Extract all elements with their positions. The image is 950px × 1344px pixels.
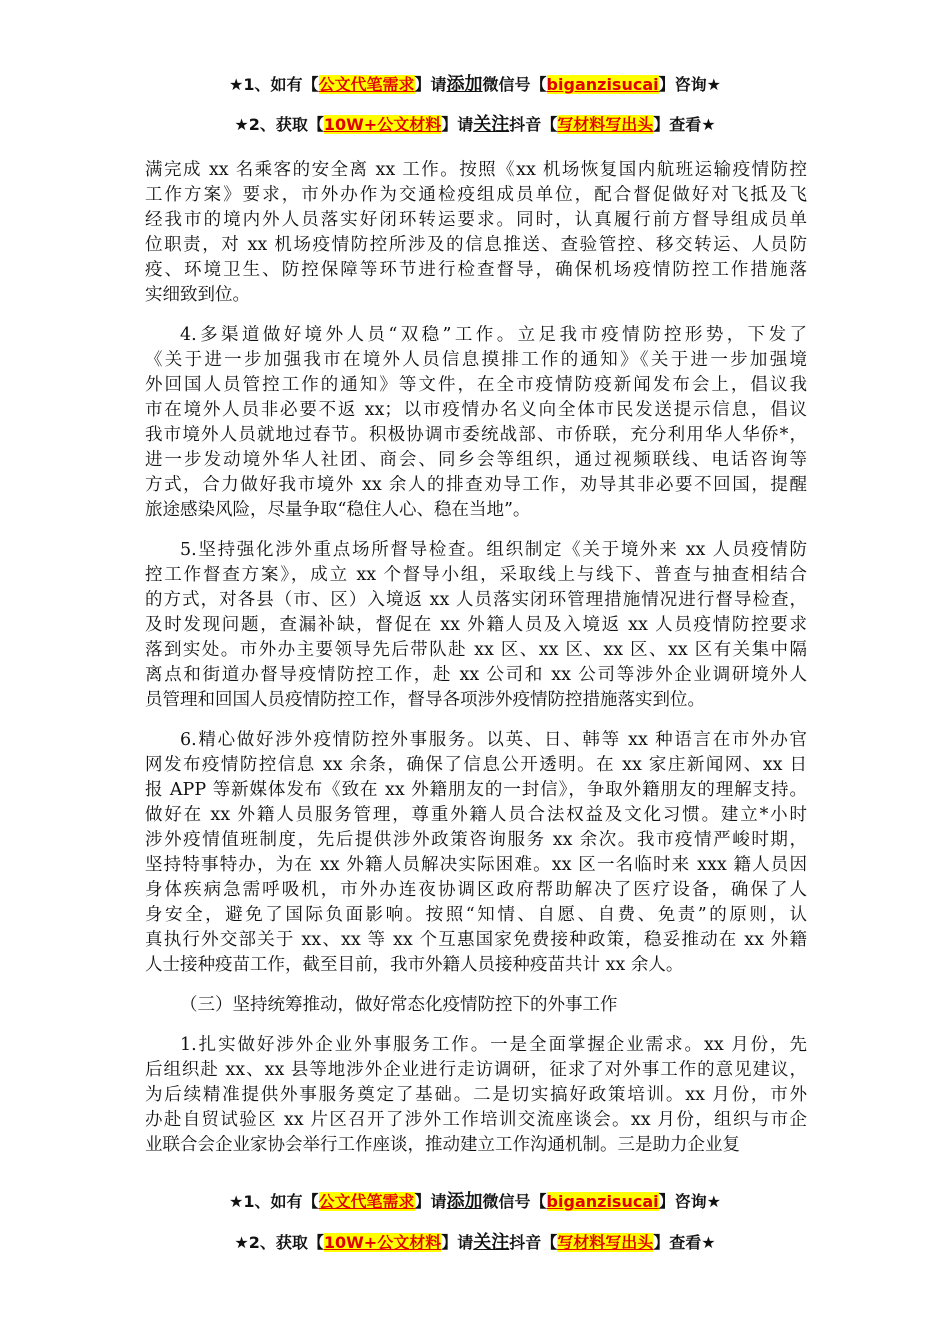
banner-segment: biganzisucai: [546, 75, 659, 94]
banner-segment: 添加: [446, 1191, 483, 1212]
text-line: 1.扎实做好涉外企业外事服务工作。一是全面掌握企业需求。xx 月份，先: [180, 1035, 807, 1055]
text-line: 涉外疫情值班制度，先后提供涉外政策咨询服务 xx 余次。我市疫情严峻时期，: [145, 830, 807, 850]
text-line: 身安全，避免了国际负面影响。按照“知情、自愿、自费、免责”的原则，认: [145, 905, 807, 925]
banner-segment: 添加: [446, 74, 483, 95]
text-line: 人士接种疫苗工作，截至目前，我市外籍人员接种疫苗共计 xx 余人。: [145, 955, 684, 975]
banner-segment: 抖音【: [509, 115, 558, 134]
paragraph: [145, 538, 807, 713]
banner-segment: 】查看★: [653, 1233, 716, 1252]
text-line: 后组织赴 xx、xx 县等地涉外企业进行走访调研，征求了对外事工作的意见建议，: [145, 1060, 807, 1080]
banner-segment: ★1、如有【: [229, 75, 319, 94]
text-line: 市在境外人员非必要不返 xx；以市疫情办名义向全体市民发送提示信息，倡议: [145, 400, 807, 420]
text-line: 报 APP 等新媒体发布《致在 xx 外籍朋友的一封信》，争取外籍朋友的理解支持。: [145, 780, 807, 800]
banner-segment: 微信号【: [482, 1192, 547, 1211]
banner-segment: 公文代笔需求: [318, 75, 415, 94]
text-line: 外回国人员管控工作的通知》等文件，在全市疫情防疫新闻发布会上，倡议我: [145, 375, 807, 395]
promo-banner-bottom-1: [0, 1187, 950, 1213]
banner-segment: ★1、如有【: [229, 1192, 319, 1211]
banner-segment: 10W+公文材料: [323, 115, 442, 134]
text-line: 工作方案》要求，市外办作为交通检疫组成员单位，配合督促做好对飞抵及飞: [145, 185, 807, 205]
text-line: 我市境外人员就地过春节。积极协调市委统战部、市侨联，充分利用华人华侨*，: [145, 425, 807, 445]
banner-segment: 】请: [414, 75, 447, 94]
text-line: 员管理和回国人员疫情防控工作，督导各项涉外疫情防控措施落实到位。: [145, 690, 705, 710]
text-line: 6.精心做好涉外疫情防控外事服务。以英、日、韩等 xx 种语言在市外办官: [180, 730, 807, 750]
banner-segment: 】请: [441, 115, 474, 134]
banner-segment: 】请: [414, 1192, 447, 1211]
text-line: 4.多渠道做好境外人员“双稳”工作。立足我市疫情防控形势，下发了: [180, 325, 807, 345]
banner-segment: 微信号【: [482, 75, 547, 94]
text-line: 方式，合力做好我市境外 xx 余人的排查劝导工作，劝导其非必要不回国，提醒: [145, 475, 807, 495]
document-body: [145, 158, 807, 1173]
promo-banner-bottom-2: [0, 1228, 950, 1254]
banner-segment: 10W+公文材料: [323, 1233, 442, 1252]
text-line: 实细致到位。: [145, 285, 250, 305]
text-line: 满完成 xx 名乘客的安全离 xx 工作。按照《xx 机场恢复国内航班运输疫情防控: [145, 160, 807, 180]
text-line: 做好在 xx 外籍人员服务管理，尊重外籍人员合法权益及文化习惯。建立*小时: [145, 805, 807, 825]
banner-segment: 关注: [473, 1232, 510, 1253]
banner-segment: 关注: [473, 114, 510, 135]
paragraph: [145, 158, 807, 308]
text-line: 办赴自贸试验区 xx 片区召开了涉外工作培训交流座谈会。xx 月份，组织与市企: [145, 1110, 807, 1130]
text-line: 身体疾病急需呼吸机，市外办连夜协调区政府帮助解决了医疗设备，确保了人: [145, 880, 807, 900]
text-line: 业联合会企业家协会举行工作座谈，推动建立工作沟通机制。三是助力企业复: [145, 1135, 740, 1155]
text-line: 离点和街道办督导疫情防控工作，赴 xx 公司和 xx 公司等涉外企业调研境外人: [145, 665, 807, 685]
banner-segment: 】请: [441, 1233, 474, 1252]
banner-segment: biganzisucai: [546, 1192, 659, 1211]
text-line: 及时发现问题，查漏补缺，督促在 xx 外籍人员及入境返 xx 人员疫情防控要求: [145, 615, 807, 635]
text-line: 落到实处。市外办主要领导先后带队赴 xx 区、xx 区、xx 区、xx 区有关集中隔: [145, 640, 807, 660]
paragraph: [145, 323, 807, 523]
text-line: 5.坚持强化涉外重点场所督导检查。组织制定《关于境外来 xx 人员疫情防: [180, 540, 807, 560]
promo-banner-top-1: [0, 70, 950, 96]
text-line: 经我市的境内外人员落实好闭环转运要求。同时，认真履行前方督导组成员单: [145, 210, 807, 230]
text-line: 网发布疫情防控信息 xx 余条，确保了信息公开透明。在 xx 家庄新闻网、xx 日: [145, 755, 807, 775]
promo-banner-top-2: [0, 110, 950, 136]
banner-segment: ★2、获取【: [234, 1233, 324, 1252]
banner-segment: 写材料写出头: [557, 1233, 654, 1252]
paragraph: [145, 993, 807, 1018]
text-line: 进一步发动境外华人社团、商会、同乡会等组织，通过视频联线、电话咨询等: [145, 450, 807, 470]
banner-segment: 公文代笔需求: [318, 1192, 415, 1211]
text-line: 疫、环境卫生、防控保障等环节进行检查督导，确保机场疫情防控工作措施落: [145, 260, 807, 280]
text-line: 真执行外交部关于 xx、xx 等 xx 个互惠国家免费接种政策，稳妥推动在 xx 外籍: [145, 930, 807, 950]
text-line: （三）坚持统筹推动，做好常态化疫情防控下的外事工作: [180, 995, 618, 1015]
text-line: 为后续精准提供外事服务奠定了基础。二是切实搞好政策培训。xx 月份，市外: [145, 1085, 807, 1105]
text-line: 《关于进一步加强我市在境外人员信息摸排工作的通知》《关于进一步加强境: [145, 350, 807, 370]
banner-segment: 写材料写出头: [557, 115, 654, 134]
text-line: 旅途感染风险，尽量争取“稳住人心、稳在当地”。: [145, 500, 531, 520]
banner-segment: 】咨询★: [658, 1192, 721, 1211]
text-line: 控工作督查方案》，成立 xx 个督导小组，采取线上与线下、普查与抽查相结合: [145, 565, 807, 585]
text-line: 坚持特事特办，为在 xx 外籍人员解决实际困难。xx 区一名临时来 xxx 籍人员因: [145, 855, 807, 875]
paragraph: [145, 1033, 807, 1158]
paragraph: [145, 728, 807, 978]
banner-segment: ★2、获取【: [234, 115, 324, 134]
banner-segment: 】查看★: [653, 115, 716, 134]
banner-segment: 抖音【: [509, 1233, 558, 1252]
banner-segment: 】咨询★: [658, 75, 721, 94]
text-line: 位职责，对 xx 机场疫情防控所涉及的信息推送、查验管控、移交转运、人员防: [145, 235, 807, 255]
text-line: 的方式，对各县（市、区）入境返 xx 人员落实闭环管理措施情况进行督导检查，: [145, 590, 807, 610]
